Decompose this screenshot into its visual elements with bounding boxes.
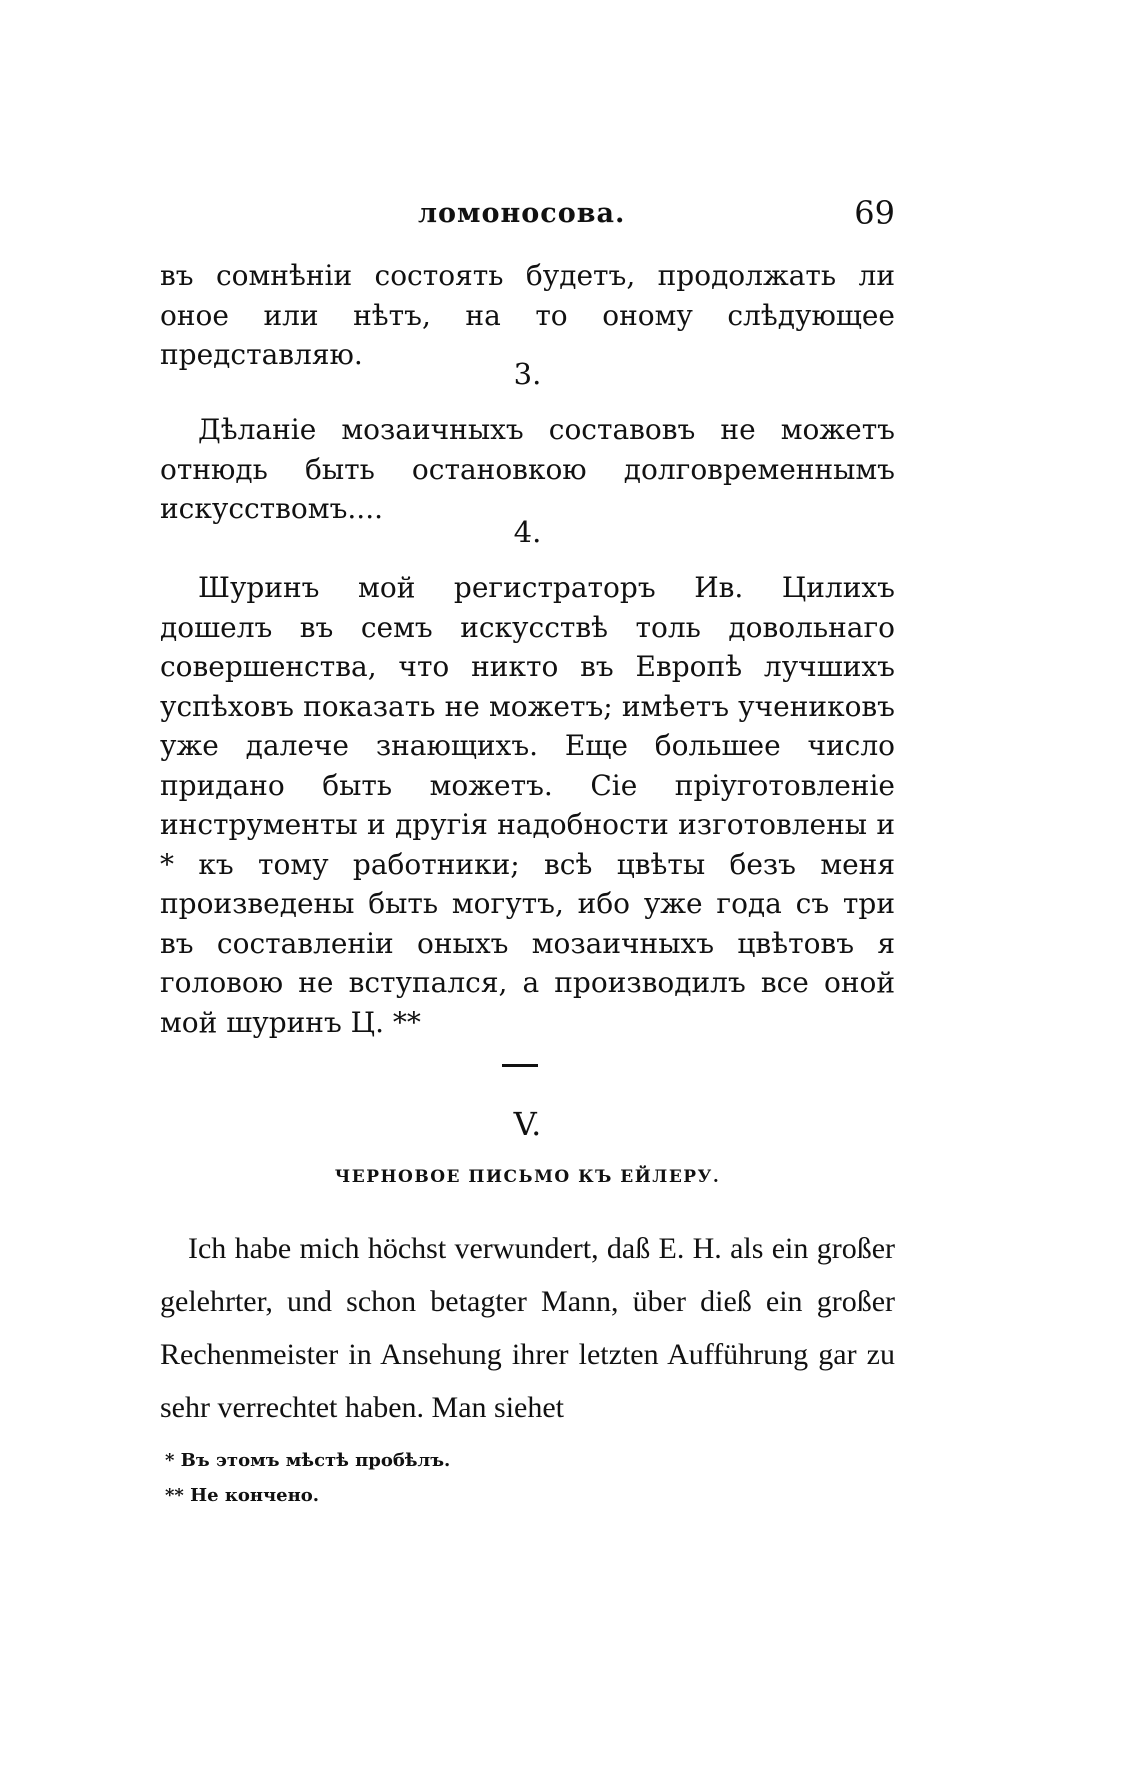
section-4-paragraph: Шуринъ мой регистраторъ Ив. Цилихъ дошелъ въ семъ искусствѣ толь довольнаго совершенства, что никто въ Европѣ лучшихъ успѣховъ показать не можетъ; имѣетъ учениковъ уже далече знающихъ. Еще большее число придано быть можетъ. Сіе пріуготовленіе инструменты и другія надобности изготовлены и * къ тому работники; всѣ цвѣты безъ меня произведены быть могутъ, ибо уже года съ три въ составленіи оныхъ мозаичныхъ цвѣтовъ я головою не вступался, а производилъ все оной мой шуринъ Ц. ** (160, 571, 895, 1039)
section-roman-numeral: V. (513, 1105, 542, 1143)
continuation-paragraph: въ сомнѣніи состоять будетъ, продолжать ли оное или нѣтъ, на то оному слѣдующее представляю. (160, 259, 895, 371)
section-subtitle: ЧЕРНОВОЕ ПИСЬМО КЪ ЕЙЛЕРУ. (334, 1167, 721, 1187)
running-head: ломоносова. (418, 198, 626, 229)
section-number-4: 4. (513, 515, 542, 549)
page-header (160, 194, 895, 238)
german-letter-paragraph: Ich habe mich höchst verwundert, daß E. H. als ein großer gelehrter, und schon betagter Mann, über dieß ein großer Rechenmeister in Ansehung ihrer letzten Aufführung gar zu sehr verrechtet haben. Man siehet (160, 1232, 895, 1424)
section-3-paragraph: Дѣланіе мозаичныхъ составовъ не можетъ отнюдь быть остановкою долговременнымъ искусствомъ.... (160, 413, 895, 525)
page-number: 69 (854, 194, 895, 232)
footnotes (165, 1443, 450, 1513)
section-divider (502, 1064, 538, 1067)
footnote-1: * Въ этомъ мѣстѣ пробѣлъ. (165, 1450, 451, 1471)
footnote-2: ** Не кончено. (165, 1485, 320, 1506)
section-number-3: 3. (513, 357, 542, 391)
